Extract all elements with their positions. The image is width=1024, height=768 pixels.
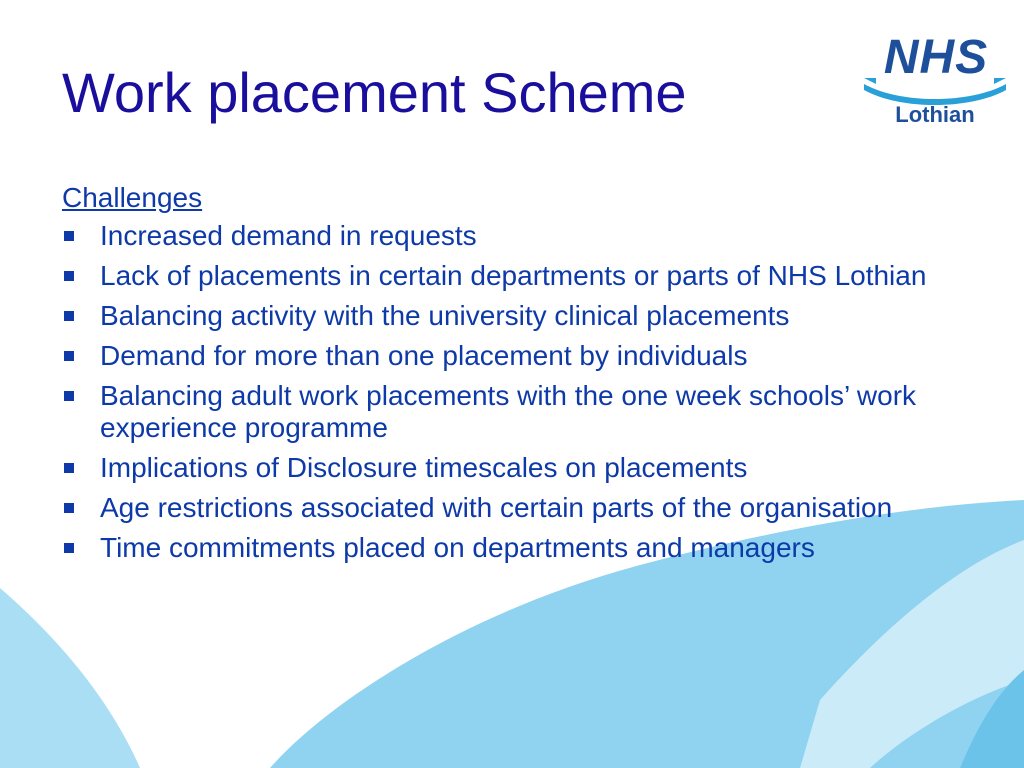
bullet-item [62,492,962,524]
square-bullet-icon [64,351,74,361]
square-bullet-icon [64,391,74,401]
bullet-item [62,220,962,252]
square-bullet-icon [64,271,74,281]
square-bullet-icon [64,503,74,513]
square-bullet-icon [64,463,74,473]
logo-nhs-text: NHS [883,31,989,84]
bullet-text: Lack of placements in certain departments or parts of NHS Lothian [100,260,927,291]
logo-subtext: Lothian [895,102,975,127]
square-bullet-icon [64,311,74,321]
bullet-text: Balancing activity with the university clinical placements [100,300,790,331]
bullet-text: Increased demand in requests [100,220,477,251]
bullet-item [62,452,962,484]
nhs-lothian-logo [860,24,1010,136]
bullet-text: Implications of Disclosure timescales on placements [100,452,748,483]
bullet-text: Age restrictions associated with certain parts of the organisation [100,492,893,523]
square-bullet-icon [64,543,74,553]
bullet-item [62,340,962,372]
bullet-item [62,260,962,292]
bullet-item [62,380,962,444]
bullet-text: Balancing adult work placements with the one week schools’ work experience programme [100,380,917,443]
wave-band-lower-left [0,588,140,768]
bullet-text: Time commitments placed on departments and managers [100,532,815,563]
bullet-list [62,220,962,564]
section-heading: Challenges [62,182,203,213]
bullet-text: Demand for more than one placement by individuals [100,340,748,371]
bullet-item [62,532,962,564]
square-bullet-icon [64,231,74,241]
bullet-item [62,300,962,332]
slide-content [62,182,962,572]
slide-title: Work placement Scheme [62,61,687,124]
